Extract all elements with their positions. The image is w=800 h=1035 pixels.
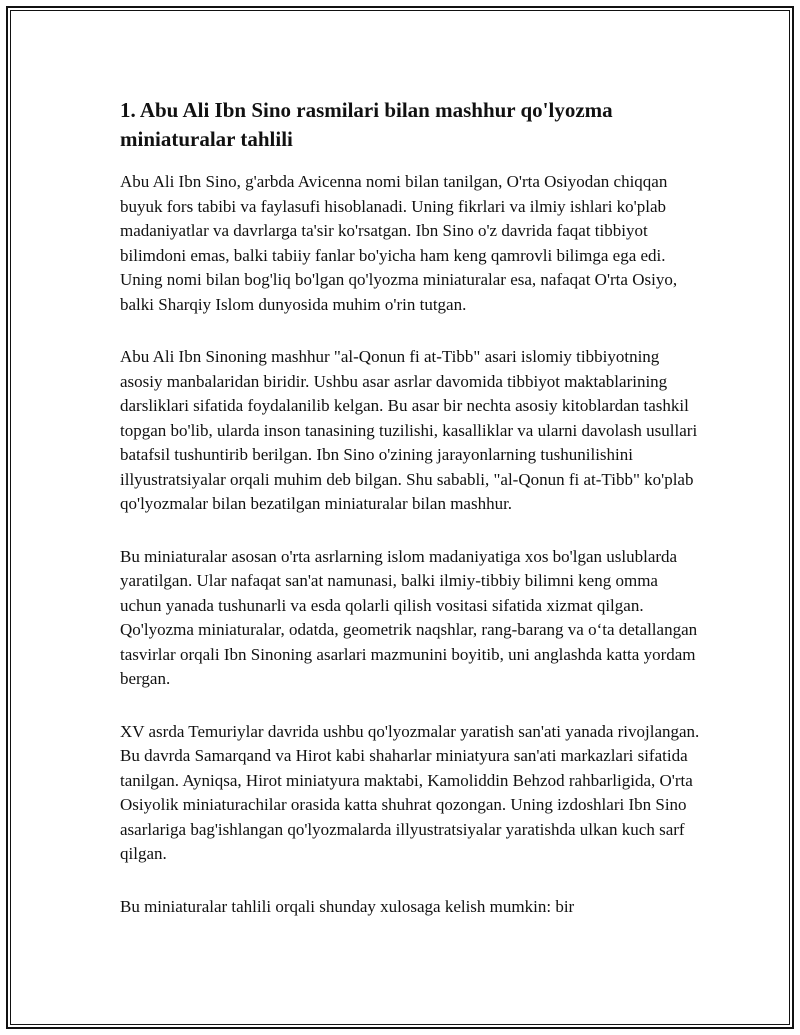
- document-page: [6, 6, 794, 1029]
- paragraph-1: Abu Ali Ibn Sino, g'arbda Avicenna nomi bilan tanilgan, O'rta Osiyodan chiqqan buyuk fors tabibi va faylasufi hisoblanadi. Uning fikrlari va ilmiy ishlari ko'plab madaniyatlar va davrlarga ta'sir ko'rsatgan. Ibn Sino o'z davrida faqat tibbiyot bilimdoni emas, balki tabiiy fanlar bo'yicha ham keng qamrovli bilimga ega edi. Uning nomi bilan bog'liq bo'lgan qo'lyozma miniaturalar esa, nafaqat O'rta Osiyo, balki Sharqiy Islom dunyosida muhim o'rin tutgan.: [120, 172, 678, 314]
- paragraph-4: XV asrda Temuriylar davrida ushbu qo'lyozmalar yaratish san'ati yanada rivojlangan. Bu davrda Samarqand va Hirot kabi shaharlar miniatyura san'ati markazlari sifatida tanilgan. Ayniqsa, Hirot miniatyura maktabi, Kamoliddin Behzod rahbarligida, O'rta Osiyolik miniaturachilar orasida katta shuhrat qozongan. Uning izdoshlari Ibn Sino asarlariga bag'ishlangan qo'lyozmalarda illyustratsiyalar yaratishda ulkan kuch sarf qilgan.: [120, 721, 700, 863]
- paragraph-5: Bu miniaturalar tahlili orqali shunday xulosaga kelish mumkin: bir: [120, 896, 575, 916]
- section-heading: 1. Abu Ali Ibn Sino rasmilari bilan mashhur qo'lyozma miniaturalar tahlili: [120, 98, 613, 151]
- document-body: [120, 96, 700, 947]
- paragraph-2: Abu Ali Ibn Sinoning mashhur "al-Qonun fi at-Tibb" asari islomiy tibbiyotning asosiy manbalaridan biridir. Ushbu asar asrlar davomida tibbiyot maktablarining darsliklari sifatida foydalanilib kelgan. Bu asar bir nechta asosiy kitoblardan tashkil topgan bo'lib, ularda inson tanasining tuzilishi, kasalliklar va ularni davolash usullari batafsil tushuntirib berilgan. Ibn Sino o'zining jarayonlarning tushunilishini illyustratsiyalar orqali muhim deb bilgan. Shu sababli, "al-Qonun fi at-Tibb" ko'plab qo'lyozmalar bilan bezatilgan miniaturalar bilan mashhur.: [120, 347, 698, 513]
- paragraph-3: Bu miniaturalar asosan o'rta asrlarning islom madaniyatiga xos bo'lgan uslublarda yaratilgan. Ular nafaqat san'at namunasi, balki ilmiy-tibbiy bilimni keng omma uchun yanada tushunarli va esda qolarli qilish vositasi sifatida xizmat qilgan. Qo'lyozma miniaturalar, odatda, geometrik naqshlar, rang-barang va o‘ta detallangan tasvirlar orqali Ibn Sinoning asarlari mazmunini boyitib, uni anglashda katta yordam bergan.: [120, 546, 698, 688]
